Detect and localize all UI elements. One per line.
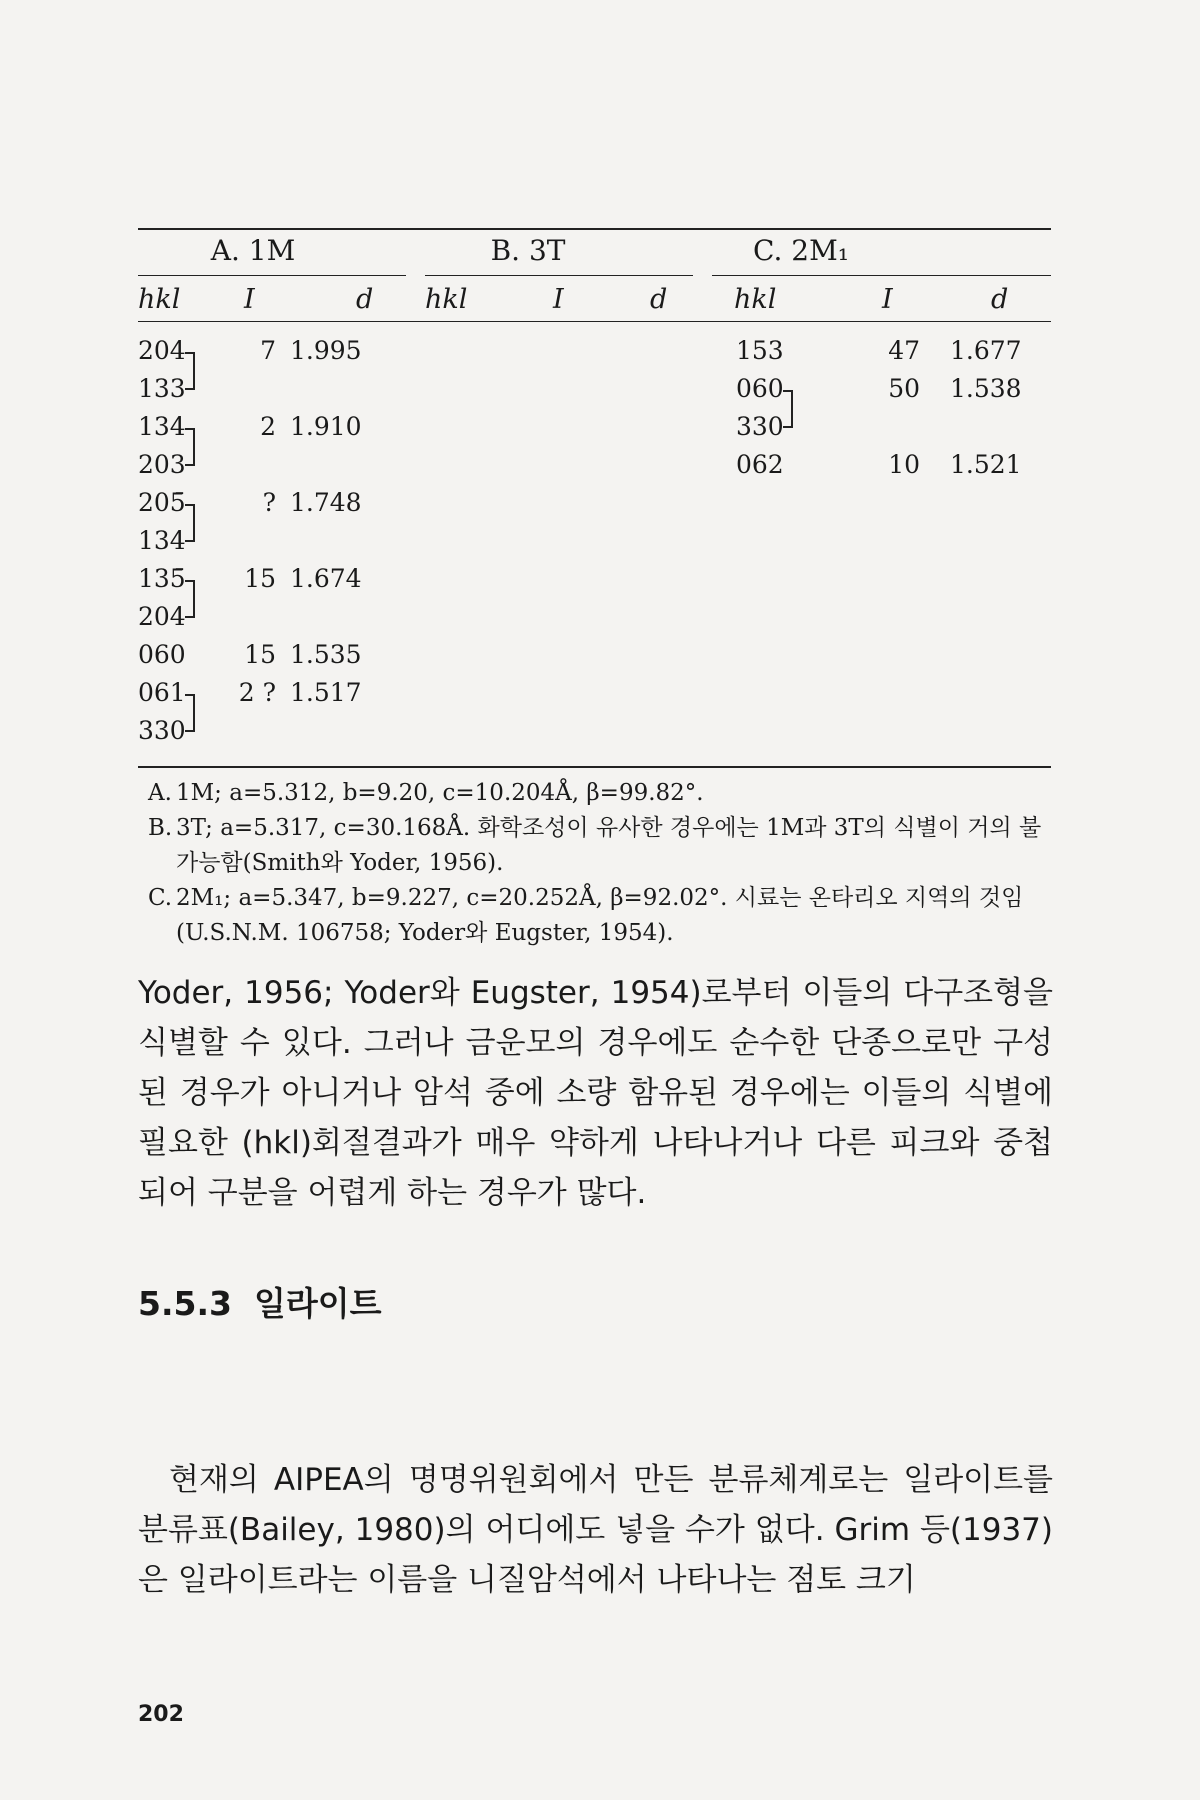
table-top-rule: [138, 228, 1051, 230]
section-number: 5.5.3: [138, 1284, 232, 1323]
table-cell: 205̄: [138, 488, 186, 517]
table-bottom-rule: [138, 766, 1051, 768]
footnote-label: B.: [148, 815, 173, 841]
group-title-a: A. 1M: [210, 234, 296, 267]
col-header-b-d: d: [650, 284, 668, 315]
table-cell: 204: [138, 602, 186, 631]
table-cell: 062: [736, 450, 784, 479]
footnote-b: [148, 811, 1053, 881]
group-rule-a: [138, 275, 406, 276]
table-cell: 1.521: [950, 450, 1022, 479]
polytype-table: [138, 228, 1051, 768]
footnote-text: 1M; a=5.312, b=9.20, c=10.204Å, β=99.82°.: [176, 780, 704, 806]
table-cell: 7: [260, 336, 276, 365]
table-cell: 135̄: [138, 564, 186, 593]
table-cell: 203: [138, 450, 186, 479]
table-cell: 1.535: [290, 640, 362, 669]
col-header-a-i: I: [244, 284, 255, 315]
footnote-label: C.: [148, 885, 173, 911]
row-pair-bracket: [185, 428, 195, 466]
table-cell: 204: [138, 336, 186, 365]
col-header-c-d: d: [991, 284, 1009, 315]
col-header-c-hkl: hkl: [734, 284, 777, 315]
row-pair-bracket: [185, 580, 195, 618]
table-cell: 061: [138, 678, 186, 707]
section-heading: [138, 1278, 381, 1325]
table-cell: 15: [244, 640, 276, 669]
table-cell: 1.995: [290, 336, 362, 365]
table-cell: 2 ?: [238, 678, 276, 707]
col-header-b-hkl: hkl: [425, 284, 468, 315]
table-footnotes: [148, 776, 1053, 951]
table-cell: 133: [138, 374, 186, 403]
table-cell: 50: [888, 374, 920, 403]
group-rule-c: [712, 275, 1051, 276]
table-cell: 47: [888, 336, 920, 365]
table-cell: 10: [888, 450, 920, 479]
body-paragraph: 현재의 AIPEA의 명명위원회에서 만든 분류체계로는 일라이트를 분류표(Bailey, 1980)의 어디에도 넣을 수가 없다. Grim 등(1937)은 일라이트라는 이름을 니질암석에서 나타나는 점토 크기: [138, 1462, 1053, 1598]
group-rule-b: [425, 275, 693, 276]
group-title-c: C. 2M₁: [753, 234, 849, 267]
group-title-b: B. 3T: [490, 234, 566, 267]
col-header-a-hkl: hkl: [138, 284, 181, 315]
table-cell: 134: [138, 412, 186, 441]
footnote-label: A.: [148, 780, 172, 806]
row-pair-bracket: [783, 390, 793, 428]
row-pair-bracket: [185, 694, 195, 732]
row-pair-bracket: [185, 504, 195, 542]
table-cell: 330: [138, 716, 186, 745]
section-title: 일라이트: [253, 1284, 382, 1323]
table-cell: 2: [260, 412, 276, 441]
table-cell: 1.910: [290, 412, 362, 441]
table-cell: 330: [736, 412, 784, 441]
table-cell: 1.748: [290, 488, 362, 517]
table-cell: 060: [736, 374, 784, 403]
col-header-c-i: I: [882, 284, 893, 315]
footnote-text: 3T; a=5.317, c=30.168Å. 화학조성이 유사한 경우에는 1M과 3T의 식별이 거의 불가능함(Smith와 Yoder, 1956).: [176, 815, 1042, 876]
table-cell: 060: [138, 640, 186, 669]
table-cell: 1.677: [950, 336, 1022, 365]
table-cell: 1.538: [950, 374, 1022, 403]
table-cell: 134: [138, 526, 186, 555]
table-header-rule: [138, 321, 1051, 322]
table-cell: 153: [736, 336, 784, 365]
footnote-a: [148, 776, 1053, 811]
col-header-a-d: d: [356, 284, 374, 315]
col-header-b-i: I: [553, 284, 564, 315]
table-cell: ?: [262, 488, 276, 517]
row-pair-bracket: [185, 352, 195, 390]
footnote-text: 2M₁; a=5.347, b=9.227, c=20.252Å, β=92.02°. 시료는 온타리오 지역의 것임(U.S.N.M. 106758; Yoder와 Eugster, 1954).: [176, 885, 1024, 946]
footnote-c: [148, 881, 1053, 951]
page-number: 202: [138, 1702, 184, 1727]
table-cell: 1.517: [290, 678, 362, 707]
body-paragraph: Yoder, 1956; Yoder와 Eugster, 1954)로부터 이들의 다구조형을 식별할 수 있다. 그러나 금운모의 경우에도 순수한 단종으로만 구성된 경우가 아니거나 암석 중에 소량 함유된 경우에는 이들의 식별에 필요한 (hkl)회절결과가 매우 약하게 나타나거나 다른 피크와 중첩되어 구분을 어렵게 하는 경우가 많다.: [138, 975, 1053, 1211]
table-cell: 1.674: [290, 564, 362, 593]
table-cell: 15: [244, 564, 276, 593]
